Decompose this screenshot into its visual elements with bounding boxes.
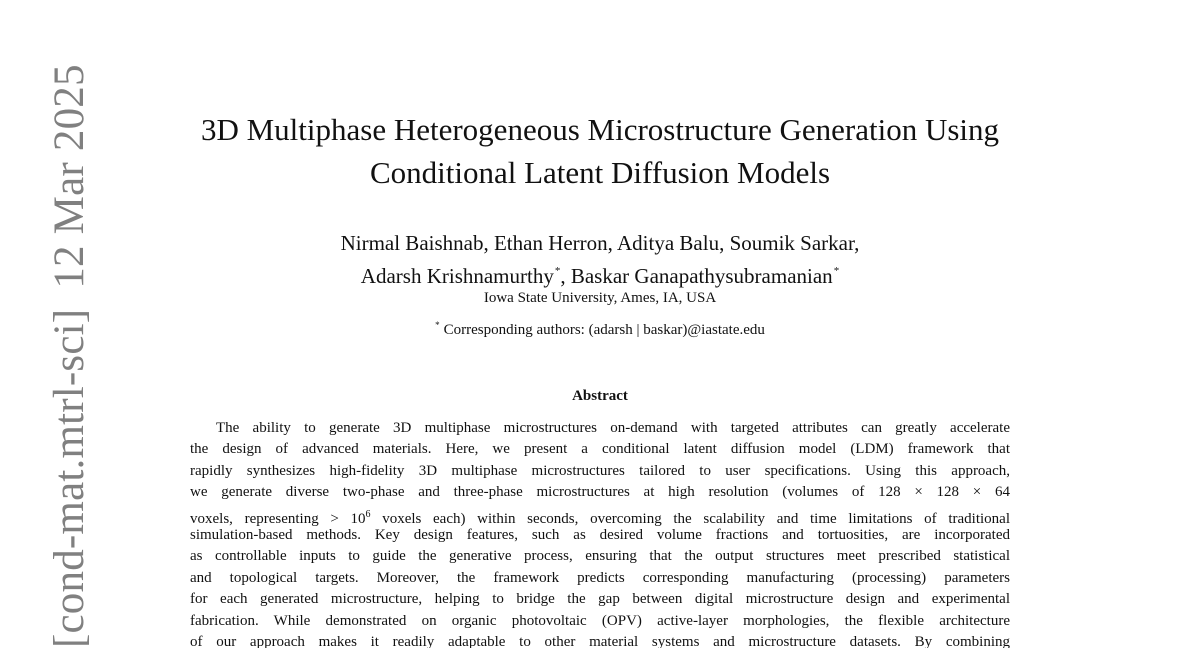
abstract-line: fabrication. While demonstrated on organic photovoltaic (OPV) active-layer morphologies, the flexible architecture bbox=[190, 612, 1010, 629]
corresponding-mark: * bbox=[833, 265, 840, 277]
arxiv-date: 12 Mar 2025 bbox=[46, 64, 93, 289]
affiliation: Iowa State University, Ames, IA, USA bbox=[483, 290, 717, 306]
abstract-line: simulation-based methods. Key design features, such as desired volume fractions and tortuosities, are incorporated bbox=[190, 526, 1010, 543]
abstract-body bbox=[190, 418, 1010, 648]
exponent: 6 bbox=[365, 508, 371, 520]
abstract-line-prefix: voxels, representing > 10 bbox=[190, 510, 366, 527]
abstract-line: for each generated microstructure, helping to bridge the gap between digital microstructure design and experimental bbox=[190, 591, 1010, 608]
author-name: Baskar Ganapathysubramanian bbox=[570, 264, 833, 288]
abstract-line: the design of advanced materials. Here, we present a conditional latent diffusion model (LDM) framework that bbox=[190, 441, 1010, 458]
abstract-line: and topological targets. Moreover, the framework predicts corresponding manufacturing (processing) parameters bbox=[190, 569, 1010, 586]
abstract-line-rest: voxels each) within seconds, overcoming the scalability and time limitations of traditional bbox=[382, 510, 1010, 527]
abstract-line: we generate diverse two-phase and three-phase microstructures at high resolution (volumes of 128 × 128 × 64 bbox=[190, 484, 1010, 501]
title-line-2: Conditional Latent Diffusion Models bbox=[369, 155, 831, 190]
arxiv-category: [cond-mat.mtrl-sci] bbox=[46, 308, 93, 648]
abstract-line: as controllable inputs to guide the generative process, ensuring that the output structures meet prescribed statistical bbox=[190, 548, 1010, 565]
authors-line-1: Nirmal Baishnab, Ethan Herron, Aditya Balu, Soumik Sarkar, bbox=[340, 231, 860, 255]
abstract-line: rapidly synthesizes high-fidelity 3D multiphase microstructures tailored to user specifications. Using this approach, bbox=[190, 462, 1010, 479]
title-line-1: 3D Multiphase Heterogeneous Microstructure Generation Using bbox=[200, 112, 1000, 147]
author-list bbox=[0, 229, 1200, 290]
corresponding-mark: * bbox=[554, 265, 561, 277]
abstract-heading: Abstract bbox=[572, 388, 628, 404]
corresponding-authors-note bbox=[0, 316, 1200, 339]
abstract-line: The ability to generate 3D multiphase microstructures on-demand with targeted attributes can greatly accelerate bbox=[216, 420, 1010, 436]
corresponding-email-text: Corresponding authors: (adarsh | baskar)@iastate.edu bbox=[443, 322, 765, 338]
abstract-line bbox=[190, 504, 1010, 525]
abstract-line: of our approach makes it readily adaptable to other material systems and microstructure datasets. By combining bbox=[190, 633, 1010, 648]
author-name: Adarsh Krishnamurthy bbox=[360, 264, 554, 288]
paper-title bbox=[0, 108, 1200, 194]
authors-line-2 bbox=[0, 257, 1200, 290]
author-separator: , bbox=[560, 264, 571, 288]
corresponding-mark: * bbox=[435, 320, 440, 330]
